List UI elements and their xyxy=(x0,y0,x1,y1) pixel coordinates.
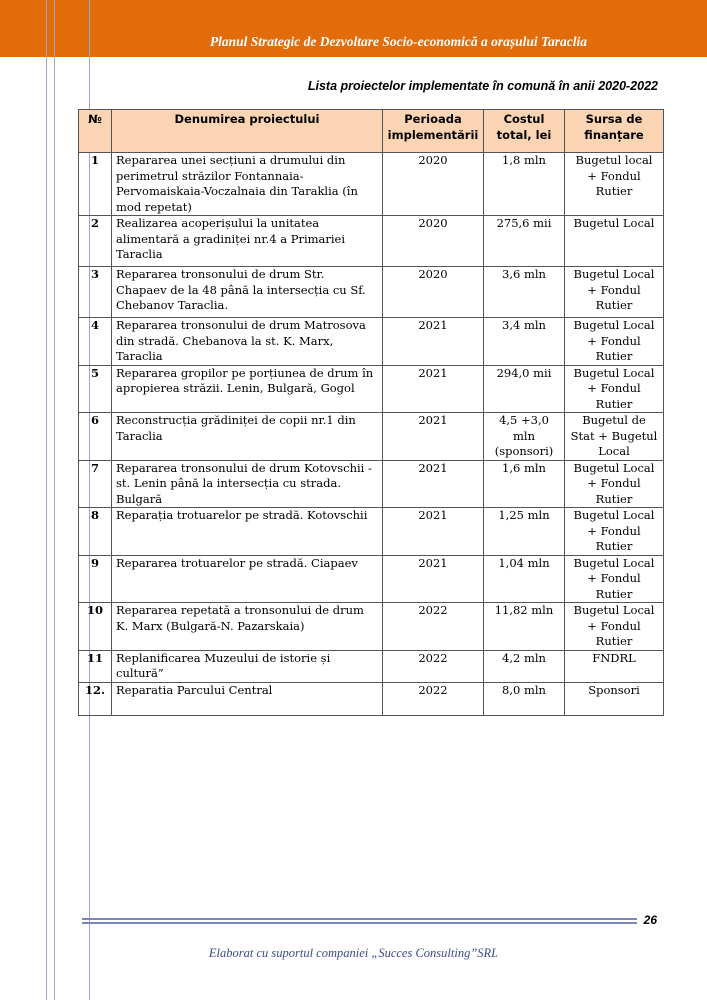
table-row xyxy=(79,318,664,366)
implementation-period: 2021 xyxy=(383,413,484,461)
table-row xyxy=(79,267,664,318)
project-name: Repararea repetată a tronsonului de drum K. Marx (Bulgară-N. Pazarskaia) xyxy=(112,603,383,651)
project-name: Repararea gropilor pe porțiunea de drum în apropierea străzii. Lenin, Bulgară, Gogol xyxy=(112,365,383,413)
project-name: Repararea tronsonului de drum Str. Chapaev de la 48 până la intersecția cu Sf. Chebanov Taraclia. xyxy=(112,267,383,318)
project-name: Realizarea acoperișului la unitatea alimentară a gradiniței nr.4 a Primariei Taraclia xyxy=(112,216,383,267)
project-name: Reparatia Parcului Central xyxy=(112,682,383,715)
funding-source: Bugetul Local + Fondul Rutier xyxy=(565,555,664,603)
total-cost: 4,2 mln xyxy=(484,650,565,682)
total-cost: 1,25 mln xyxy=(484,508,565,556)
table-row xyxy=(79,413,664,461)
row-number: 3 xyxy=(79,267,112,318)
row-number: 1 xyxy=(79,153,112,216)
margin-line xyxy=(54,0,55,1000)
table-row xyxy=(79,555,664,603)
implementation-period: 2020 xyxy=(383,267,484,318)
implementation-period: 2020 xyxy=(383,153,484,216)
project-name: Repararea tronsonului de drum Kotovschii - st. Lenin până la intersecția cu strada. Bulgară xyxy=(112,460,383,508)
row-number: 4 xyxy=(79,318,112,366)
column-header-period: Perioada implementării xyxy=(383,110,484,153)
footer-divider xyxy=(82,918,637,920)
total-cost: 1,6 mln xyxy=(484,460,565,508)
project-name: Replanificarea Muzeului de istorie și cultură” xyxy=(112,650,383,682)
implementation-period: 2022 xyxy=(383,650,484,682)
total-cost: 1,8 mln xyxy=(484,153,565,216)
funding-source: Bugetul Local + Fondul Rutier xyxy=(565,508,664,556)
funding-source: Bugetul de Stat + Bugetul Local xyxy=(565,413,664,461)
implementation-period: 2021 xyxy=(383,365,484,413)
table-row xyxy=(79,365,664,413)
funding-source: Bugetul Local + Fondul Rutier xyxy=(565,318,664,366)
row-number: 10 xyxy=(79,603,112,651)
table-row xyxy=(79,682,664,715)
footer-divider xyxy=(82,922,637,924)
row-number: 11 xyxy=(79,650,112,682)
row-number: 5 xyxy=(79,365,112,413)
total-cost: 8,0 mln xyxy=(484,682,565,715)
implementation-period: 2020 xyxy=(383,216,484,267)
table-row xyxy=(79,603,664,651)
funding-source: Sponsori xyxy=(565,682,664,715)
table-row xyxy=(79,508,664,556)
table-header-row xyxy=(79,110,664,153)
implementation-period: 2022 xyxy=(383,682,484,715)
implementation-period: 2022 xyxy=(383,603,484,651)
row-number: 6 xyxy=(79,413,112,461)
funding-source: Bugetul local + Fondul Rutier xyxy=(565,153,664,216)
total-cost: 4,5 +3,0 mln (sponsori) xyxy=(484,413,565,461)
table-caption: Lista proiectelor implementate în comună în anii 2020-2022 xyxy=(307,79,658,93)
row-number: 9 xyxy=(79,555,112,603)
column-header-project-name: Denumirea proiectului xyxy=(112,110,383,153)
total-cost: 294,0 mii xyxy=(484,365,565,413)
projects-table xyxy=(78,109,664,716)
table-row xyxy=(79,153,664,216)
funding-source: Bugetul Local + Fondul Rutier xyxy=(565,267,664,318)
column-header-funding-source: Sursa de finanțare xyxy=(565,110,664,153)
document-title: Planul Strategic de Dezvoltare Socio-economică a orașului Taraclia xyxy=(209,34,587,49)
page-number: 26 xyxy=(643,913,657,927)
funding-source: Bugetul Local xyxy=(565,216,664,267)
total-cost: 3,6 mln xyxy=(484,267,565,318)
funding-source: Bugetul Local + Fondul Rutier xyxy=(565,460,664,508)
total-cost: 3,4 mln xyxy=(484,318,565,366)
footer-credit: Elaborat cu suportul companiei „Succes Consulting”SRL xyxy=(208,946,499,960)
table-row xyxy=(79,650,664,682)
table-row xyxy=(79,460,664,508)
implementation-period: 2021 xyxy=(383,318,484,366)
funding-source: FNDRL xyxy=(565,650,664,682)
project-name: Repararea trotuarelor pe stradă. Ciapaev xyxy=(112,555,383,603)
row-number: 7 xyxy=(79,460,112,508)
column-header-number: № xyxy=(79,110,112,153)
funding-source: Bugetul Local + Fondul Rutier xyxy=(565,365,664,413)
table-row xyxy=(79,216,664,267)
margin-line xyxy=(46,0,47,1000)
row-number: 12. xyxy=(79,682,112,715)
row-number: 2 xyxy=(79,216,112,267)
project-name: Reconstrucția grădiniței de copii nr.1 din Taraclia xyxy=(112,413,383,461)
funding-source: Bugetul Local + Fondul Rutier xyxy=(565,603,664,651)
project-name: Repararea unei secțiuni a drumului din perimetrul străzilor Fontannaia-Pervomaiskaia-Voczalnaia din Taraklia (în mod repetat) xyxy=(112,153,383,216)
total-cost: 1,04 mln xyxy=(484,555,565,603)
implementation-period: 2021 xyxy=(383,508,484,556)
implementation-period: 2021 xyxy=(383,460,484,508)
total-cost: 11,82 mln xyxy=(484,603,565,651)
implementation-period: 2021 xyxy=(383,555,484,603)
row-number: 8 xyxy=(79,508,112,556)
total-cost: 275,6 mii xyxy=(484,216,565,267)
project-name: Reparația trotuarelor pe stradă. Kotovschii xyxy=(112,508,383,556)
project-name: Repararea tronsonului de drum Matrosova din stradă. Chebanova la st. K. Marx, Taraclia xyxy=(112,318,383,366)
column-header-cost: Costul total, lei xyxy=(484,110,565,153)
